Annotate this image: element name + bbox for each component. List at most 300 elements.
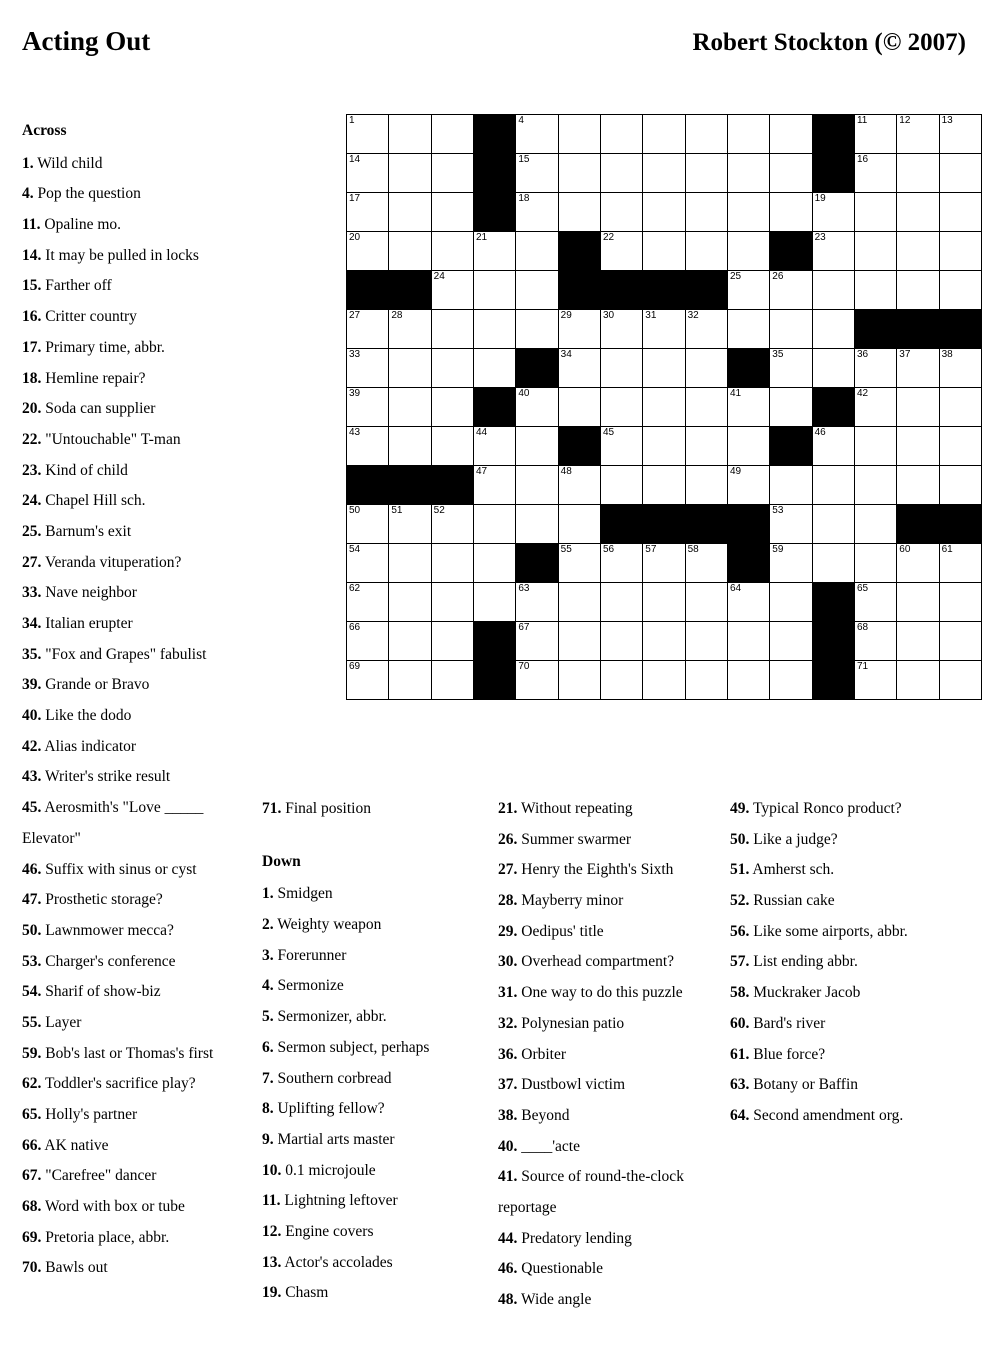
grid-cell[interactable] <box>727 232 769 271</box>
grid-cell[interactable] <box>516 466 558 505</box>
grid-row <box>347 271 982 310</box>
grid-cell[interactable] <box>431 661 473 700</box>
grid-cell[interactable] <box>939 115 981 154</box>
grid-cell[interactable] <box>939 232 981 271</box>
grid-row <box>347 427 982 466</box>
grid-cell-number: 61 <box>941 544 953 555</box>
grid-cell[interactable] <box>770 388 812 427</box>
clue-number: 43. <box>22 768 42 786</box>
grid-cell[interactable] <box>727 154 769 193</box>
grid-cell[interactable] <box>600 193 642 232</box>
grid-cell[interactable] <box>473 271 515 310</box>
grid-cell[interactable] <box>685 661 727 700</box>
clue-number: 47. <box>22 891 42 909</box>
clue-item <box>730 917 962 948</box>
grid-row <box>347 193 982 232</box>
grid-cell[interactable] <box>770 193 812 232</box>
grid-cell[interactable] <box>727 271 769 310</box>
crossword-grid[interactable] <box>346 114 982 700</box>
grid-cell[interactable] <box>389 193 431 232</box>
grid-cell[interactable] <box>558 115 600 154</box>
grid-cell[interactable] <box>854 193 896 232</box>
clue-number: 40. <box>498 1137 518 1155</box>
grid-cell[interactable] <box>854 505 896 544</box>
grid-cell[interactable] <box>897 115 939 154</box>
grid-cell[interactable] <box>473 310 515 349</box>
grid-cell[interactable] <box>643 349 685 388</box>
clue-item <box>22 885 262 916</box>
grid-cell[interactable] <box>389 583 431 622</box>
grid-cell[interactable] <box>389 544 431 583</box>
clue-text: "Carefree" dancer <box>41 1167 157 1185</box>
grid-cell[interactable] <box>812 505 854 544</box>
grid-cell-number: 24 <box>433 271 445 282</box>
grid-cell[interactable] <box>939 193 981 232</box>
clue-text: Chapel Hill sch. <box>41 492 146 510</box>
grid-cell[interactable] <box>812 232 854 271</box>
grid-cell[interactable] <box>431 310 473 349</box>
grid-cell[interactable] <box>389 154 431 193</box>
grid-cell[interactable] <box>600 583 642 622</box>
grid-cell-number: 35 <box>772 349 784 360</box>
clue-text: Layer <box>41 1013 82 1031</box>
grid-block-cell <box>600 505 642 544</box>
grid-cell[interactable] <box>685 544 727 583</box>
grid-cell[interactable] <box>897 661 939 700</box>
grid-cell[interactable] <box>473 466 515 505</box>
grid-cell[interactable] <box>643 544 685 583</box>
grid-cell[interactable] <box>473 232 515 271</box>
grid-cell[interactable] <box>897 349 939 388</box>
grid-cell-number: 52 <box>433 505 445 516</box>
grid-cell[interactable] <box>854 154 896 193</box>
clue-item <box>22 271 262 302</box>
grid-cell[interactable] <box>558 505 600 544</box>
grid-cell[interactable] <box>854 232 896 271</box>
grid-cell[interactable] <box>685 427 727 466</box>
grid-cell[interactable] <box>473 583 515 622</box>
grid-cell[interactable] <box>643 466 685 505</box>
clue-text: Source of round-the-clock reportage <box>498 1168 684 1216</box>
clue-text: ____'acte <box>517 1137 580 1155</box>
grid-cell-number: 21 <box>475 232 488 243</box>
grid-cell[interactable] <box>727 427 769 466</box>
grid-cell[interactable] <box>727 193 769 232</box>
clue-text: Suffix with sinus or cyst <box>41 860 197 878</box>
grid-cell[interactable] <box>558 544 600 583</box>
grid-cell[interactable] <box>854 388 896 427</box>
grid-cell-number: 4 <box>518 115 524 126</box>
clue-text: Dustbowl victim <box>517 1076 626 1094</box>
clue-item <box>22 670 262 701</box>
clue-number: 55. <box>22 1013 42 1031</box>
grid-cell[interactable] <box>558 583 600 622</box>
grid-cell[interactable] <box>347 115 389 154</box>
grid-block-cell <box>727 544 769 583</box>
grid-cell[interactable] <box>897 193 939 232</box>
grid-cell[interactable] <box>939 622 981 661</box>
grid-cell[interactable] <box>473 544 515 583</box>
clue-item <box>498 1132 730 1163</box>
grid-cell[interactable] <box>812 349 854 388</box>
grid-cell[interactable] <box>347 388 389 427</box>
clue-number: 34. <box>22 615 42 632</box>
grid-cell[interactable] <box>347 583 389 622</box>
grid-cell[interactable] <box>939 544 981 583</box>
clue-item <box>262 1248 477 1279</box>
grid-cell[interactable] <box>431 583 473 622</box>
grid-cell[interactable] <box>558 388 600 427</box>
puzzle-author: Robert Stockton (© 2007) <box>692 29 966 56</box>
grid-cell[interactable] <box>770 310 812 349</box>
grid-cell[interactable] <box>431 232 473 271</box>
grid-cell-number: 39 <box>349 388 361 399</box>
grid-cell[interactable] <box>389 427 431 466</box>
grid-cell[interactable] <box>643 232 685 271</box>
grid-cell[interactable] <box>431 115 473 154</box>
grid-cell[interactable] <box>685 583 727 622</box>
clue-number: 57. <box>730 953 750 971</box>
clue-text: Southern corbread <box>273 1069 392 1087</box>
clue-item <box>498 1040 730 1071</box>
clue-text: Toddler's sacrifice play? <box>41 1075 196 1093</box>
grid-cell[interactable] <box>643 310 685 349</box>
grid-cell[interactable] <box>727 583 769 622</box>
grid-cell[interactable] <box>854 349 896 388</box>
grid-cell[interactable] <box>727 388 769 427</box>
grid-cell[interactable] <box>516 271 558 310</box>
grid-cell[interactable] <box>600 349 642 388</box>
grid-cell[interactable] <box>770 661 812 700</box>
clue-item <box>730 1101 962 1132</box>
grid-cell[interactable] <box>431 271 473 310</box>
clue-text: Sermon subject, perhaps <box>273 1038 430 1056</box>
clue-text: 0.1 microjoule <box>281 1161 376 1179</box>
grid-cell[interactable] <box>643 583 685 622</box>
grid-cell[interactable] <box>389 310 431 349</box>
clue-number: 1. <box>262 885 274 903</box>
clue-item <box>22 1131 262 1162</box>
grid-cell[interactable] <box>897 544 939 583</box>
grid-cell[interactable] <box>431 349 473 388</box>
grid-cell[interactable] <box>431 427 473 466</box>
grid-cell[interactable] <box>770 271 812 310</box>
grid-cell-number: 71 <box>856 661 869 672</box>
grid-cell[interactable] <box>347 622 389 661</box>
clue-item <box>22 1253 262 1284</box>
clue-number: 58. <box>730 984 750 1002</box>
grid-cell[interactable] <box>389 622 431 661</box>
grid-cell[interactable] <box>558 349 600 388</box>
clue-text: Martial arts master <box>273 1130 395 1148</box>
grid-cell[interactable] <box>558 193 600 232</box>
grid-cell[interactable] <box>431 505 473 544</box>
grid-cell-number: 25 <box>729 271 742 282</box>
grid-cell[interactable] <box>347 154 389 193</box>
clue-text: Like some airports, abbr. <box>749 922 908 940</box>
clue-number: 24. <box>22 492 42 510</box>
grid-cell[interactable] <box>347 232 389 271</box>
grid-cell[interactable] <box>643 154 685 193</box>
clue-number: 27. <box>22 553 42 571</box>
grid-cell[interactable] <box>685 622 727 661</box>
clue-item <box>22 241 262 272</box>
grid-row <box>347 154 982 193</box>
clue-text: Predatory lending <box>517 1229 632 1247</box>
grid-cell[interactable] <box>770 622 812 661</box>
clue-item <box>22 732 262 763</box>
grid-cell[interactable] <box>347 349 389 388</box>
grid-cell[interactable] <box>727 310 769 349</box>
grid-cell[interactable] <box>431 388 473 427</box>
grid-cell[interactable] <box>643 193 685 232</box>
grid-cell[interactable] <box>347 193 389 232</box>
clue-number: 19. <box>262 1284 282 1302</box>
clue-number: 65. <box>22 1106 42 1123</box>
clue-text: Grande or Bravo <box>41 676 150 694</box>
grid-cell[interactable] <box>897 154 939 193</box>
grid-block-cell <box>812 583 854 622</box>
grid-cell[interactable] <box>854 427 896 466</box>
clue-item <box>498 1162 730 1223</box>
grid-cell[interactable] <box>770 466 812 505</box>
grid-cell[interactable] <box>516 232 558 271</box>
grid-cell[interactable] <box>812 466 854 505</box>
grid-cell[interactable] <box>854 622 896 661</box>
grid-cell[interactable] <box>727 466 769 505</box>
grid-cell[interactable] <box>854 583 896 622</box>
grid-block-cell <box>516 349 558 388</box>
grid-block-cell <box>939 505 981 544</box>
grid-cell[interactable] <box>685 193 727 232</box>
grid-cell[interactable] <box>854 271 896 310</box>
grid-cell-number: 48 <box>560 466 572 477</box>
grid-cell[interactable] <box>558 154 600 193</box>
grid-cell-number: 67 <box>518 622 530 633</box>
grid-cell[interactable] <box>727 115 769 154</box>
grid-cell[interactable] <box>685 232 727 271</box>
clue-text: Word with box or tube <box>41 1198 185 1216</box>
grid-cell[interactable] <box>643 427 685 466</box>
clue-number: 48. <box>498 1291 518 1308</box>
clue-text: Bob's last or Thomas's first <box>41 1044 214 1062</box>
grid-cell[interactable] <box>770 115 812 154</box>
grid-cell[interactable] <box>600 466 642 505</box>
clue-text: Lawnmower mecca? <box>41 921 174 939</box>
clue-item <box>730 886 962 917</box>
grid-cell[interactable] <box>770 349 812 388</box>
clue-item <box>498 1254 730 1285</box>
grid-cell[interactable] <box>897 232 939 271</box>
clue-number: 38. <box>498 1106 518 1124</box>
grid-cell[interactable] <box>516 310 558 349</box>
grid-cell[interactable] <box>516 388 558 427</box>
grid-cell[interactable] <box>431 193 473 232</box>
grid-cell[interactable] <box>516 427 558 466</box>
grid-cell[interactable] <box>897 271 939 310</box>
clue-text: Nave neighbor <box>41 584 137 602</box>
clue-number: 12. <box>262 1222 282 1240</box>
grid-cell[interactable] <box>389 349 431 388</box>
clue-item <box>22 762 262 793</box>
grid-cell[interactable] <box>389 388 431 427</box>
grid-cell[interactable] <box>347 427 389 466</box>
clue-text: Sermonize <box>273 977 344 995</box>
grid-block-cell <box>812 388 854 427</box>
grid-cell[interactable] <box>854 466 896 505</box>
grid-cell[interactable] <box>939 427 981 466</box>
grid-cell[interactable] <box>727 622 769 661</box>
clue-number: 63. <box>730 1076 750 1094</box>
grid-table[interactable] <box>346 114 982 700</box>
grid-cell[interactable] <box>727 661 769 700</box>
across-clues-column-2 <box>262 794 477 1309</box>
grid-cell[interactable] <box>558 622 600 661</box>
clue-item <box>498 825 730 856</box>
grid-cell[interactable] <box>389 115 431 154</box>
grid-row <box>347 466 982 505</box>
grid-cell[interactable] <box>939 466 981 505</box>
grid-cell[interactable] <box>389 232 431 271</box>
grid-cell-number: 59 <box>772 544 784 555</box>
grid-cell[interactable] <box>600 388 642 427</box>
grid-cell[interactable] <box>600 622 642 661</box>
grid-cell[interactable] <box>473 505 515 544</box>
clue-item <box>730 1009 962 1040</box>
grid-cell[interactable] <box>516 505 558 544</box>
grid-cell[interactable] <box>558 661 600 700</box>
clue-text: Wide angle <box>517 1291 592 1308</box>
grid-cell[interactable] <box>812 427 854 466</box>
grid-cell-number: 44 <box>475 427 488 438</box>
grid-block-cell <box>473 388 515 427</box>
grid-cell[interactable] <box>389 505 431 544</box>
page-header <box>22 26 966 57</box>
grid-cell[interactable] <box>600 115 642 154</box>
grid-cell[interactable] <box>431 154 473 193</box>
grid-cell[interactable] <box>516 583 558 622</box>
grid-cell[interactable] <box>897 427 939 466</box>
clue-text: Orbiter <box>517 1045 567 1063</box>
clue-item <box>22 1192 262 1223</box>
grid-cell[interactable] <box>939 349 981 388</box>
clue-text: Bard's river <box>749 1014 826 1032</box>
clue-text: Italian erupter <box>41 615 133 632</box>
grid-cell[interactable] <box>473 349 515 388</box>
grid-cell[interactable] <box>685 466 727 505</box>
clue-item <box>730 947 962 978</box>
grid-cell[interactable] <box>600 427 642 466</box>
grid-cell[interactable] <box>685 310 727 349</box>
grid-block-cell <box>727 349 769 388</box>
clue-text: "Fox and Grapes" fabulist <box>41 645 207 663</box>
down-clues-column-3 <box>730 794 962 1132</box>
grid-cell[interactable] <box>685 115 727 154</box>
grid-cell[interactable] <box>770 544 812 583</box>
grid-cell[interactable] <box>643 661 685 700</box>
grid-cell[interactable] <box>431 544 473 583</box>
grid-cell[interactable] <box>812 310 854 349</box>
grid-cell[interactable] <box>939 583 981 622</box>
grid-cell[interactable] <box>812 193 854 232</box>
grid-cell[interactable] <box>939 388 981 427</box>
grid-cell[interactable] <box>558 466 600 505</box>
grid-cell[interactable] <box>600 310 642 349</box>
clue-item <box>262 1186 477 1217</box>
grid-cell[interactable] <box>516 115 558 154</box>
grid-cell[interactable] <box>431 622 473 661</box>
grid-cell[interactable] <box>347 505 389 544</box>
clue-item <box>730 978 962 1009</box>
grid-cell[interactable] <box>516 661 558 700</box>
grid-cell[interactable] <box>770 583 812 622</box>
grid-cell[interactable] <box>389 661 431 700</box>
grid-cell[interactable] <box>812 271 854 310</box>
grid-block-cell <box>727 505 769 544</box>
grid-cell[interactable] <box>600 544 642 583</box>
grid-cell[interactable] <box>854 661 896 700</box>
grid-cell[interactable] <box>812 544 854 583</box>
grid-cell-number: 19 <box>814 193 826 204</box>
grid-cell[interactable] <box>939 271 981 310</box>
grid-cell[interactable] <box>770 505 812 544</box>
grid-cell[interactable] <box>897 466 939 505</box>
grid-cell[interactable] <box>600 232 642 271</box>
grid-row <box>347 661 982 700</box>
clue-text: Mayberry minor <box>517 892 624 910</box>
grid-cell[interactable] <box>897 388 939 427</box>
clue-item <box>498 886 730 917</box>
grid-row <box>347 544 982 583</box>
grid-cell[interactable] <box>473 427 515 466</box>
grid-cell[interactable] <box>939 154 981 193</box>
clue-number: 33. <box>22 584 42 602</box>
grid-cell[interactable] <box>516 154 558 193</box>
clue-number: 21. <box>498 800 518 817</box>
clue-text: Charger's conference <box>41 952 176 970</box>
grid-row <box>347 310 982 349</box>
clue-number: 60. <box>730 1014 750 1032</box>
grid-cell[interactable] <box>516 193 558 232</box>
grid-block-cell <box>812 661 854 700</box>
grid-cell[interactable] <box>643 622 685 661</box>
grid-cell[interactable] <box>643 388 685 427</box>
clue-text: Hemline repair? <box>41 369 146 387</box>
grid-cell[interactable] <box>347 310 389 349</box>
grid-cell[interactable] <box>685 154 727 193</box>
grid-cell[interactable] <box>685 349 727 388</box>
grid-cell[interactable] <box>347 544 389 583</box>
grid-cell[interactable] <box>600 661 642 700</box>
grid-cell[interactable] <box>347 661 389 700</box>
grid-cell[interactable] <box>600 154 642 193</box>
grid-cell[interactable] <box>939 661 981 700</box>
grid-cell[interactable] <box>897 622 939 661</box>
grid-cell-number: 70 <box>518 661 530 672</box>
grid-cell[interactable] <box>516 622 558 661</box>
clue-number: 22. <box>22 430 42 448</box>
grid-cell[interactable] <box>643 115 685 154</box>
grid-cell[interactable] <box>854 544 896 583</box>
grid-cell[interactable] <box>770 154 812 193</box>
grid-cell[interactable] <box>897 583 939 622</box>
grid-cell[interactable] <box>854 115 896 154</box>
grid-cell[interactable] <box>685 388 727 427</box>
clue-number: 36. <box>498 1045 518 1063</box>
grid-cell[interactable] <box>558 310 600 349</box>
clue-number: 54. <box>22 983 42 1001</box>
clue-number: 26. <box>498 830 518 848</box>
